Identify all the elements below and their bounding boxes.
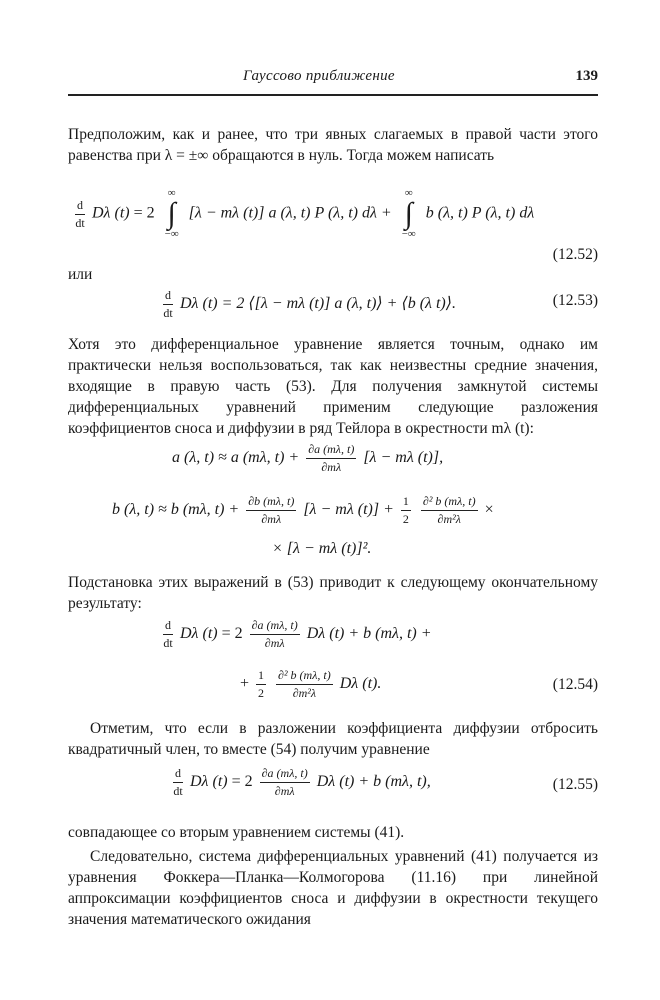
taylor-b-lhs: b (λ, t) ≈ b (mλ, t) + <box>112 501 240 519</box>
equals-two: = 2 <box>231 773 253 791</box>
equation-number-12-53: (12.53) <box>552 292 598 309</box>
integral-2: ∞ ∫ −∞ <box>401 187 416 240</box>
second-partial-b-fraction: $\frac{\text{∂² b (mλ, t)}}{\text{∂m²λ}}$ <box>422 494 476 526</box>
running-title: Гауссово приближение <box>243 68 395 84</box>
second-partial-b-fraction: $\frac{\text{∂² b (mλ, t)}}{\text{∂m²λ}}$ <box>278 668 331 700</box>
taylor-b-expansion <box>112 494 494 527</box>
derivative-fraction: $\frac{d}{dt}$ <box>173 766 183 798</box>
equation-number-12-54: (12.54) <box>552 676 598 693</box>
equation-12-54-line1 <box>160 618 432 651</box>
equation-number-12-52: (12.52) <box>552 246 598 263</box>
taylor-b-mid: [λ − mλ (t)] + <box>303 501 394 519</box>
derivative-fraction: $\frac{d}{dt}$ <box>163 618 173 650</box>
integral-1: ∞ ∫ −∞ <box>164 187 179 240</box>
paragraph-taylor-intro: Хотя это дифференциальное уравнение является точным, однако им практически нельзя воспользоваться, так как неизвестны средние значения, входящие в правую часть (53). Для получения замкнутой системы дифференциальных уравнений применим следующие разложения коэффициентов сноса и диффузии в ряд Тейлора в окрестности mλ (t): <box>68 336 598 437</box>
integrand-1: [λ − mλ (t)] a (λ, t) P (λ, t) dλ + <box>188 204 392 222</box>
partial-a-fraction: $\frac{\partial a (m\lambda, t)}{\partial m\lambda}$ <box>308 442 355 474</box>
paragraph-conclusion: Следовательно, система дифференциальных уравнений (41) получается из уравнения Фоккера—Планка—Колмогорова (11.16) при линейной аппроксимации коэффициентов сноса и диффузии в окрестности текущего значения математического ожидания <box>68 848 598 928</box>
eq53-rhs: = 2 ⟨[λ − mλ (t)] a (λ, t)⟩ + ⟨b (λ t)⟩. <box>221 295 456 313</box>
word-ili: или <box>68 266 93 283</box>
taylor-a-rhs: [λ − mλ (t)], <box>363 449 444 467</box>
equation-number-12-55: (12.55) <box>552 776 598 793</box>
plus-sign: + <box>240 675 250 693</box>
lhs-D: Dλ (t) <box>180 625 218 643</box>
equation-12-54-line2 <box>240 668 381 701</box>
equals-two: = 2 <box>221 625 243 643</box>
partial-a-fraction: $\frac{\partial a (m\lambda, t)}{\partial m\lambda}$ <box>251 618 298 650</box>
paragraph-remark: Отметим, что если в разложении коэффициента диффузии отбросить квадратичный член, то вместе (54) получим уравнение <box>68 720 598 758</box>
derivative-fraction: $\frac{d}{dt}$ <box>75 197 85 230</box>
paragraph-substitution: Подстановка этих выражений в (53) приводит к следующему окончательному результату: <box>68 574 598 612</box>
lhs-D: Dλ (t) <box>190 773 228 791</box>
eq55-mid: Dλ (t) + b (mλ, t), <box>316 773 431 791</box>
equation-12-55 <box>170 766 431 799</box>
partial-a-fraction: $\frac{\partial a (m\lambda, t)}{\partial m\lambda}$ <box>261 766 308 798</box>
lhs-D: Dλ (t) <box>92 204 130 222</box>
equation-12-53 <box>160 288 456 321</box>
eq54-end: Dλ (t). <box>339 675 382 693</box>
paragraph-coincides: совпадающее со вторым уравнением системы (41). <box>68 824 405 841</box>
half-fraction: $\frac{1}{2}$ <box>258 668 265 700</box>
half-fraction: $\frac{1}{2}$ <box>402 494 409 526</box>
taylor-a-expansion <box>172 442 443 475</box>
equation-12-52 <box>72 188 534 240</box>
taylor-a-lhs: a (λ, t) ≈ a (mλ, t) + <box>172 449 300 467</box>
integrand-2: b (λ, t) P (λ, t) dλ <box>425 204 535 222</box>
equals-two: = 2 <box>133 204 155 222</box>
paragraph-intro: Предположим, как и ранее, что три явных слагаемых в правой части этого равенства при λ = ±∞ обращаются в нуль. Тогда можем написать <box>68 126 598 164</box>
running-header <box>68 68 598 90</box>
page-number: 139 <box>575 68 598 84</box>
lhs-D: Dλ (t) <box>180 295 218 313</box>
eq54-mid: Dλ (t) + b (mλ, t) + <box>306 625 432 643</box>
times-sign: × <box>484 501 494 519</box>
partial-b-fraction: $\frac{\partial b (m\lambda, t)}{\partial m\lambda}$ <box>248 494 295 526</box>
taylor-b-continuation: × [λ − mλ (t)]². <box>272 540 372 557</box>
header-rule <box>68 94 598 96</box>
derivative-fraction: $\frac{d}{dt}$ <box>163 288 173 320</box>
